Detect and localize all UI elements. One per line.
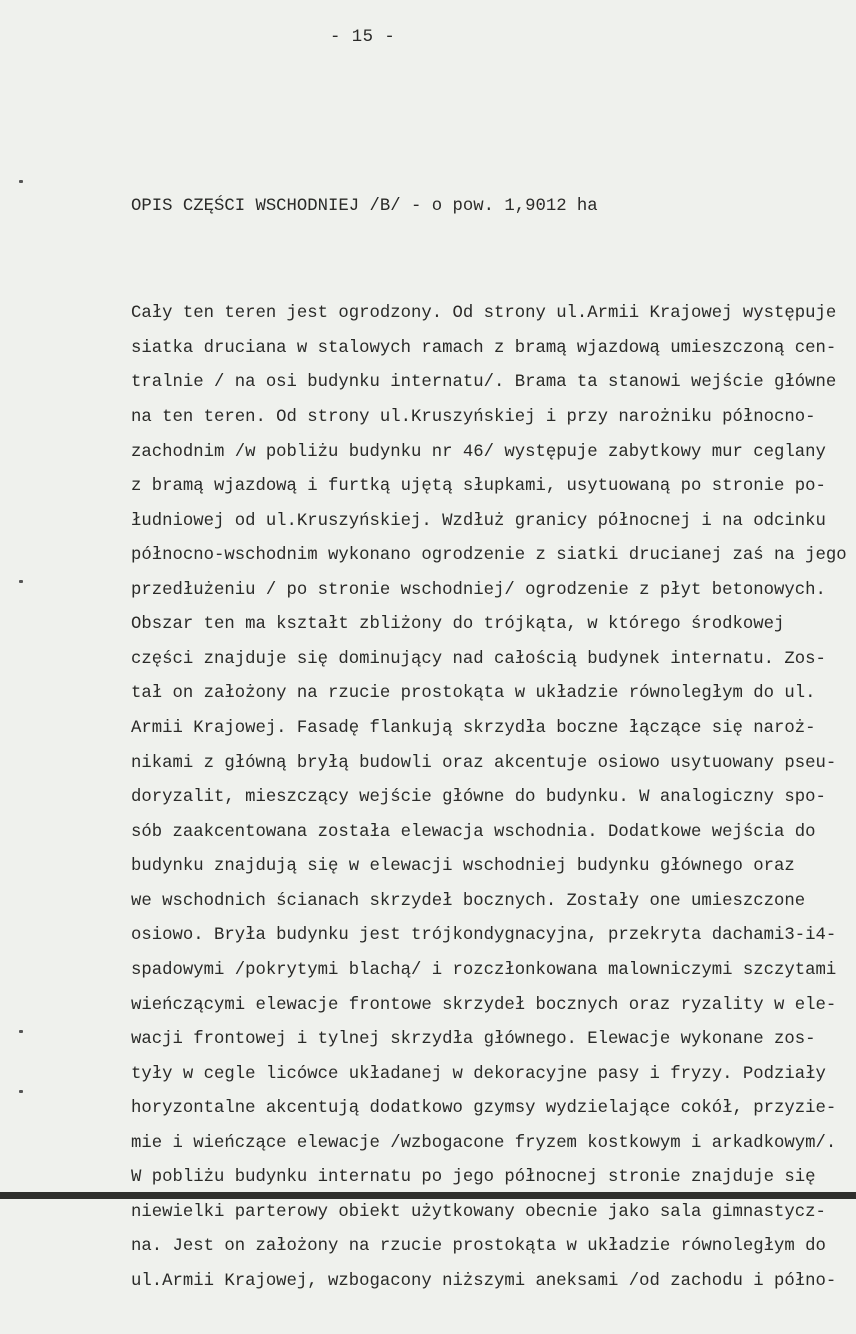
text-line: budynku znajdują się w elewacji wschodniej budynku głównego oraz (131, 857, 795, 877)
text-line: Cały ten teren jest ogrodzony. Od strony ul.Armii Krajowej występuje (131, 304, 837, 324)
text-line: na. Jest on założony na rzucie prostokąta w układzie równoległym do (131, 1237, 826, 1257)
text-line: z bramą wjazdową i furtką ujętą słupkami, usytuowaną po stronie po- (131, 477, 826, 497)
text-line: części znajduje się dominujący nad całością budynek internatu. Zos- (131, 649, 826, 669)
text-line: W pobliżu budynku internatu po jego północnej stronie znajduje się (131, 1168, 816, 1188)
text-line: wacji frontowej i tylnej skrzydła głównego. Elewacje wykonane zos- (131, 1030, 816, 1050)
scan-edge (0, 1192, 856, 1199)
text-line: wieńczącymi elewacje frontowe skrzydeł bocznych oraz ryzality w ele- (131, 995, 837, 1015)
text-line: tyły w cegle licówce układanej w dekoracyjne pasy i fryzy. Podziały (131, 1064, 826, 1084)
section-heading: OPIS CZĘŚCI WSCHODNIEJ /B/ - o pow. 1,9012 ha (131, 197, 598, 217)
text-line: Armii Krajowej. Fasadę flankują skrzydła boczne łączące się naroż- (131, 719, 816, 738)
page-number: - 15 - (330, 28, 396, 47)
text-line: doryzalit, mieszczący wejście główne do budynku. W analogiczny spo- (131, 788, 826, 808)
text-line: nikami z główną bryłą budowli oraz akcentuje osiowo usytuowany pseu- (131, 753, 837, 773)
text-line: sób zaakcentowana została elewacja wschodnia. Dodatkowe wejścia do (131, 822, 816, 842)
text-line: mie i wieńczące elewacje /wzbogacone fryzem kostkowym i arkadkowym/. (131, 1133, 837, 1153)
text-line: zachodnim /w pobliżu budynku nr 46/ występuje zabytkowy mur ceglany (131, 442, 826, 462)
text-line: tał on założony na rzucie prostokąta w układzie równoległym do ul. (131, 684, 816, 704)
text-line: północno-wschodnim wykonano ogrodzenie z siatki drucianej zaś na jego (131, 546, 847, 566)
margin-mark (19, 1090, 23, 1093)
margin-mark (19, 1030, 23, 1033)
document-body (131, 121, 847, 1334)
text-line: spadowymi /pokrytymi blachą/ i rozczłonkowana malowniczymi szczytami (131, 960, 837, 980)
text-line: łudniowej od ul.Kruszyńskiej. Wzdłuż granicy północnej i na odcinku (131, 511, 826, 531)
text-line: przedłużeniu / po stronie wschodniej/ ogrodzenie z płyt betonowych. (131, 580, 826, 600)
text-line: siatka druciana w stalowych ramach z bramą wjazdową umieszczoną cen- (131, 338, 837, 358)
text-line: we wschodnich ścianach skrzydeł bocznych. Zostały one umieszczone (131, 891, 806, 911)
text-line: Obszar ten ma kształt zbliżony do trójkąta, w którego środkowej (131, 615, 785, 635)
text-line: niewielki parterowy obiekt użytkowany obecnie jako sala gimnastycz- (131, 1202, 826, 1222)
margin-mark (19, 580, 23, 583)
text-line: na ten teren. Od strony ul.Kruszyńskiej i przy narożniku północno- (131, 407, 816, 427)
text-line: tralnie / na osi budynku internatu/. Brama ta stanowi wejście główne (131, 373, 837, 393)
text-line: horyzontalne akcentują dodatkowo gzymsy wydzielające cokół, przyzie- (131, 1099, 837, 1119)
margin-mark (19, 180, 23, 183)
text-line: ul.Armii Krajowej, wzbogacony niższymi aneksami /od zachodu i półno- (131, 1272, 837, 1291)
paragraph (131, 297, 847, 1299)
text-line: osiowo. Bryła budynku jest trójkondygnacyjna, przekryta dachami3-i4- (131, 926, 837, 946)
